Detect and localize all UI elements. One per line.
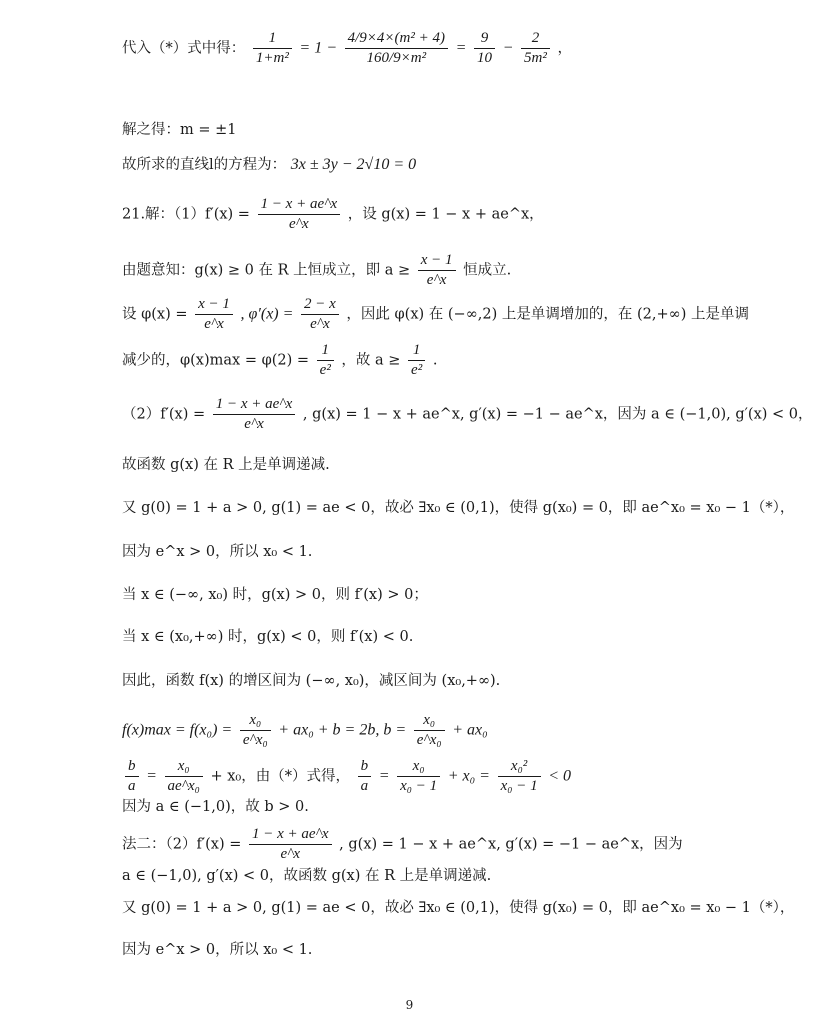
denominator: e^x xyxy=(289,216,309,232)
math-text: + ax₀ + b = 2b, b = xyxy=(278,721,407,739)
text-intervals: 因此，函数 f(x) 的增区间为 (−∞, x₀)，减区间为 (x₀,+∞). xyxy=(122,673,501,689)
text-body: + x₀，由（*）式得， xyxy=(210,768,350,785)
math-text: < 0 xyxy=(548,767,571,785)
text-phi-max xyxy=(122,342,437,379)
text-existence-x0: 又 g(0) = 1 + a > 0, g(1) = ae < 0，故必 ∃x₀ ∈ (0,1)，使得 g(x₀) = 0，即 ae^x₀ = x₀ − 1（*）， xyxy=(122,500,795,516)
fraction xyxy=(249,826,332,863)
numerator: 2 − x xyxy=(301,296,339,315)
denominator: ae^x₀ xyxy=(167,778,200,794)
denominator: a xyxy=(360,778,369,794)
text-g-decreasing: 故函数 g(x) 在 R 上是单调递减. xyxy=(122,457,330,473)
equation-b-over-a xyxy=(122,758,571,795)
numerator: b xyxy=(358,758,372,777)
numerator: 2 xyxy=(521,30,550,49)
text-substitute-label: 代入（*）式中得： xyxy=(122,40,246,57)
text-method2-existence: 又 g(0) = 1 + a > 0, g(1) = ae < 0，故必 ∃x₀ ∈ (0,1)，使得 g(x₀) = 0，即 ae^x₀ = x₀ − 1（*）， xyxy=(122,900,795,916)
fraction xyxy=(253,30,292,67)
math-text: 4/9 xyxy=(347,30,367,46)
numerator: x₀² xyxy=(498,758,541,777)
math-text: = xyxy=(146,767,157,785)
fraction xyxy=(258,196,341,233)
text-body: 由题意知：g(x) ≥ 0 在 R 上恒成立，即 a ≥ xyxy=(122,262,411,279)
punctuation: . xyxy=(432,352,438,369)
denominator: e^x₀ xyxy=(242,732,268,748)
text-condition xyxy=(122,252,511,289)
fraction xyxy=(195,296,233,333)
denominator: e^x xyxy=(204,316,224,332)
text-solution-m: 解之得：m = ±1 xyxy=(122,122,237,138)
fraction xyxy=(358,758,372,795)
numerator: x − 1 xyxy=(418,252,456,271)
denominator: e^x xyxy=(280,846,301,862)
denominator: 1+m² xyxy=(255,50,289,66)
denominator: e^x xyxy=(244,416,264,432)
fraction xyxy=(317,342,334,379)
denominator: 5m² xyxy=(524,50,547,66)
fraction xyxy=(474,30,495,67)
text-body: 减少的，φ(x)max = φ(2) = xyxy=(122,352,310,369)
math-text: ×4×(m² + 4) xyxy=(366,30,445,46)
text-label: 故所求的直线l的方程为： xyxy=(122,157,287,173)
fraction xyxy=(125,758,139,795)
fraction xyxy=(397,758,440,795)
fraction-large xyxy=(345,30,448,67)
numerator: 1 − x + ae^x xyxy=(258,196,341,215)
text-body: 恒成立. xyxy=(463,262,512,279)
denominator: 10 xyxy=(477,50,492,66)
text-body: , g(x) = 1 − x + ae^x, g′(x) = −1 − ae^x，因为 xyxy=(339,836,683,853)
text-method2-decreasing: a ∈ (−1,0), g′(x) < 0，故函数 g(x) 在 R 上是单调递减. xyxy=(122,868,492,884)
math-text: = xyxy=(378,767,390,785)
fraction xyxy=(418,252,456,289)
denominator: e^x₀ xyxy=(416,732,442,748)
denominator: e^x xyxy=(426,272,447,288)
denominator: x₀ − 1 xyxy=(500,778,538,794)
problem-21-part1 xyxy=(122,196,544,233)
punctuation: ， xyxy=(557,40,572,57)
text-label: （2）f′(x) = xyxy=(122,406,206,423)
math-text: − xyxy=(502,39,514,57)
text-label: 21.解：（1）f′(x) = xyxy=(122,206,250,223)
numerator: b xyxy=(125,758,139,777)
math-text: , φ′(x) = xyxy=(240,305,294,323)
numerator xyxy=(345,30,448,49)
text-body: ，因此 φ(x) 在 (−∞,2) 上是单调增加的，在 (2,+∞) 上是单调 xyxy=(346,306,749,323)
text-increasing-case: 当 x ∈ (−∞, x₀) 时，g(x) > 0，则 f′(x) > 0； xyxy=(122,587,428,603)
math-text: 160/9 xyxy=(366,50,401,66)
denominator: e² xyxy=(411,362,423,378)
text-body: 设 φ(x) = xyxy=(122,306,188,323)
math-text: ×m² xyxy=(400,50,427,66)
denominator: x₀ − 1 xyxy=(400,778,438,794)
math-text: = xyxy=(455,39,467,57)
numerator: x₀ xyxy=(240,712,271,731)
numerator: x − 1 xyxy=(195,296,233,315)
denominator: e^x xyxy=(310,316,330,332)
numerator: x₀ xyxy=(414,712,445,731)
fraction xyxy=(213,396,296,433)
text-method2-conclusion: 因为 e^x > 0，所以 x₀ < 1. xyxy=(122,942,313,958)
denominator: a xyxy=(128,778,136,794)
numerator: 1 xyxy=(408,342,425,361)
math-text: + ax₀ xyxy=(452,721,488,739)
denominator xyxy=(345,49,448,67)
page-number: 9 xyxy=(405,998,414,1012)
fraction xyxy=(498,758,541,795)
text-line-equation xyxy=(122,155,416,175)
numerator: 1 xyxy=(317,342,334,361)
text-phi-definition xyxy=(122,296,749,333)
fraction xyxy=(414,712,445,749)
math-text: f(x)max = f(x₀) = xyxy=(122,721,233,739)
numerator: 1 − x + ae^x xyxy=(249,826,332,845)
text-b-positive: 因为 a ∈ (−1,0)，故 b > 0. xyxy=(122,799,309,815)
equation-substitution xyxy=(122,30,572,67)
text-decreasing-case: 当 x ∈ (x₀,+∞) 时，g(x) < 0，则 f′(x) < 0. xyxy=(122,629,414,645)
fraction xyxy=(240,712,271,749)
math-text: + x₀ = xyxy=(447,767,490,785)
fraction xyxy=(165,758,203,795)
problem-21-part2 xyxy=(122,396,813,433)
math-text: 3x ± 3y − 2√10 = 0 xyxy=(290,156,417,173)
text-x0-less-than-1: 因为 e^x > 0，所以 x₀ < 1. xyxy=(122,544,313,560)
fraction xyxy=(408,342,425,379)
denominator: e² xyxy=(319,362,331,378)
fraction xyxy=(301,296,339,333)
text-body: ，故 a ≥ xyxy=(341,352,401,369)
method-two-header xyxy=(122,826,683,863)
text-body: ，设 g(x) = 1 − x + ae^x， xyxy=(347,206,544,223)
numerator: 1 − x + ae^x xyxy=(213,396,296,415)
fraction xyxy=(521,30,550,67)
equation-f-max xyxy=(122,712,488,749)
text-body: , g(x) = 1 − x + ae^x, g′(x) = −1 − ae^x，因为 a ∈ (−1,0), g′(x) < 0， xyxy=(302,406,813,423)
numerator: x₀ xyxy=(397,758,440,777)
text-label: 法二：（2）f′(x) = xyxy=(122,836,242,853)
math-text: = 1 − xyxy=(299,39,338,57)
numerator: 9 xyxy=(474,30,495,49)
numerator: 1 xyxy=(253,30,292,49)
numerator: x₀ xyxy=(165,758,203,777)
